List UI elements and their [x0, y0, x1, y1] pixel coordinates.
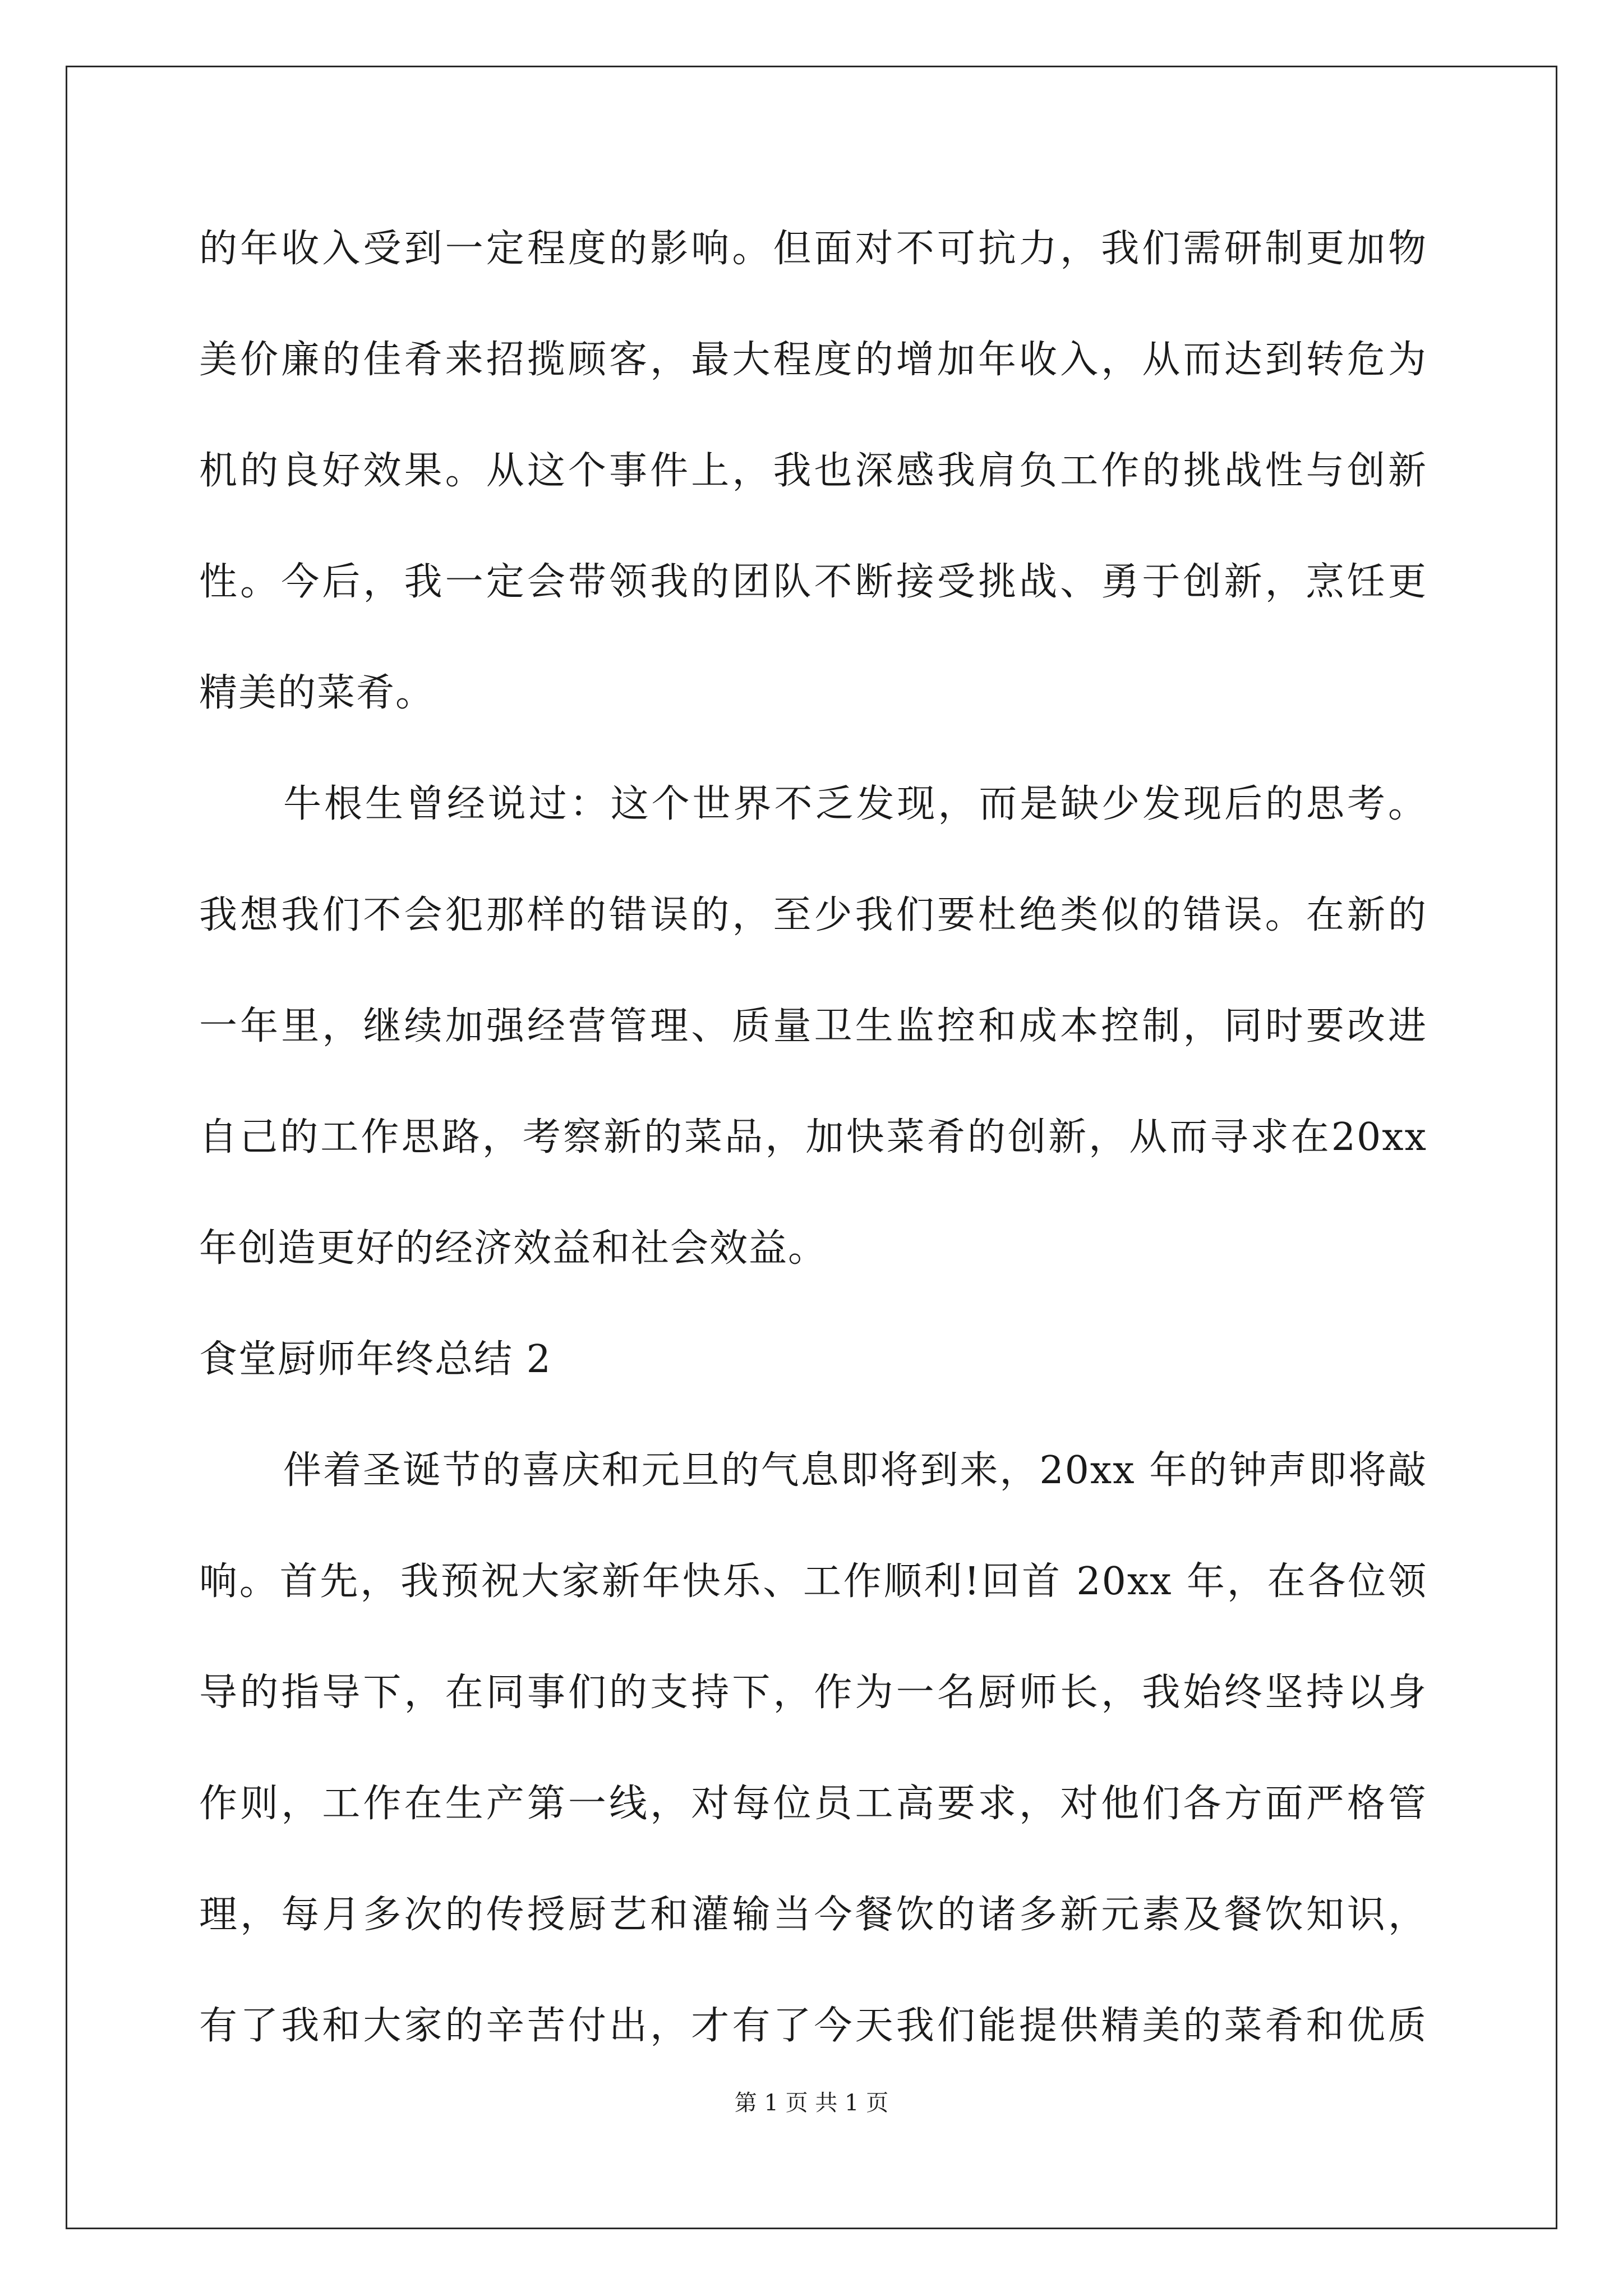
- paragraph-line: 作则，工作在生产第一线，对每位员工高要求，对他们各方面严格管: [199, 1782, 1427, 1826]
- paragraph-line: 一年里，继续加强经营管理、质量卫生监控和成本控制，同时要改进: [199, 1004, 1427, 1048]
- paragraph-line: 自己的工作思路，考察新的菜品，加快菜肴的创新，从而寻求在20xx: [199, 1115, 1427, 1159]
- paragraph-line: 机的良好效果。从这个事件上，我也深感我肩负工作的挑战性与创新: [199, 449, 1427, 493]
- paragraph-line: 精美的菜肴。: [199, 671, 435, 715]
- paragraph-line: 性。今后，我一定会带领我的团队不断接受挑战、勇于创新，烹饪更: [199, 560, 1427, 604]
- page-footer: 第 1 页 共 1 页: [734, 2090, 889, 2116]
- paragraph-line: 牛根生曾经说过：这个世界不乏发现，而是缺少发现后的思考。: [283, 782, 1427, 826]
- paragraph-line: 伴着圣诞节的喜庆和元旦的气息即将到来，20xx 年的钟声即将敲: [283, 1448, 1427, 1493]
- paragraph-line: 年创造更好的经济效益和社会效益。: [199, 1226, 828, 1271]
- paragraph-line: 导的指导下，在同事们的支持下，作为一名厨师长，我始终坚持以身: [199, 1671, 1427, 1715]
- paragraph-line: 有了我和大家的辛苦付出，才有了今天我们能提供精美的菜肴和优质: [199, 2004, 1427, 2048]
- paragraph-line: 响。首先，我预祝大家新年快乐、工作顺利!回首 20xx 年，在各位领: [199, 1559, 1427, 1604]
- section-heading: 食堂厨师年终总结 2: [199, 1337, 552, 1382]
- paragraph-line: 美价廉的佳肴来招揽顾客，最大程度的增加年收入，从而达到转危为: [199, 338, 1427, 382]
- paragraph-line: 的年收入受到一定程度的影响。但面对不可抗力，我们需研制更加物: [199, 227, 1427, 271]
- paragraph-line: 理，每月多次的传授厨艺和灌输当今餐饮的诸多新元素及餐饮知识，: [199, 1893, 1427, 1937]
- paragraph-line: 我想我们不会犯那样的错误的，至少我们要杜绝类似的错误。在新的: [199, 893, 1427, 937]
